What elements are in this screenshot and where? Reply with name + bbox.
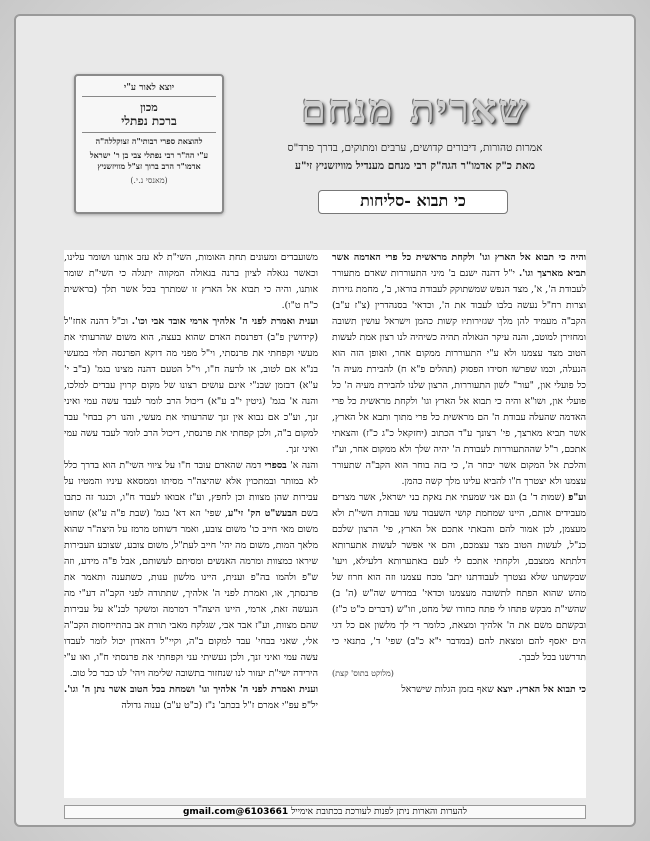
left-column	[64, 250, 318, 798]
paragraph: וענית ואמרת לפני ה' אלהיך וגו' ושמחת בכל הטוב אשר נתן ה' וגו'. יל"פ עפ"י אמרם ז"ל בכתב' נ"ז (כ"ט ע"ב) ענוה גדולה	[64, 684, 318, 711]
paragraph: והיה כי תבוא אל הארץ וגו' ולקחת מראשית כל פרי האדמה אשר תביא מארצך וגו'. י"ל דהנה ישנם ב' מיני התעוררות שאדם מתעורר לעבודת ה', א', מצד הנפש שמשתוקק לעבודת בוראו, ב', מחמת גזירות וצרות רח"ל נעשה בלבו לעבוד את ה', וכדאי' בסנהדרין (צ"ז ע"ב) הקב"ה מעמיד להן מלך שגזירותיו קשות כהמן וישראל עושין תשובה ומחזירן למוטב, והנה עיקר הגאולה תהיה כשיהיה לנו רצון אמת לעשות הטוב מצד עצמנו ולא ע"י התעוררות ממקום אחר, ואופן הזה הוא הנעלה, וכמו שפרשו חסידו הפסוק (תהלים פ"א ח) להבירת מעיה ה' כל פועלי און, "עור" לשון התעוררות, הרצון שלנו להבירת מעיה ה' כל פועלי און, ושו"א והיה כי תבוא אל הארץ וגו' ולקחת מראשית כל פרי האדמה שהעלה עבודת ה' הם מראשית כל פרי מתוך ותבא אל הארץ, אשר תביא מארצך, פי' רצונך ע"ד הכתוב (יחזקאל כ"ג כ"ז) והצאתי אתכם, ר"ל שההתעוררות לעבודת ה' יהיה שלך ולא ממקום אחר, וע"ז והלכת אל המקום אשר יבחר ה', כי בזה בוחר הוא הקב"ה שתעורר עצמנו ולא יצטרך ח"ו להביא עלינו מלך קשה כהמן.	[332, 252, 586, 487]
paragraph: משועבדים ומעונים תחת האומות, השי"ת לא עזב אותנו ושומר עלינו, וכאשר נגאלה לציון ברנה בגאולה המקווה יתגלה כי השי"ת שומר אותנו, והיה כי תבוא אל הארץ זו שמתרך בכל אשר תלך (בראשית כ"ח ט"ו).	[64, 252, 318, 311]
subtitle-author: מאת כ"ק אדמו"ר הגה"ק רבי מנחם מענדיל מוויזשניץ זי"ע	[295, 160, 535, 172]
footer-text: להערות והארות ניתן לפנות לעורכת בכתובת אימייל	[291, 807, 468, 817]
page-title: שארית מנחם	[301, 86, 529, 133]
institute-purpose: להוצאת ספרי רבותי"ה זצוקללה"ה	[95, 136, 203, 146]
contact-email-link[interactable]: 6103661@gmail.com	[182, 807, 289, 817]
paragraph: וענית ואמרת לפני ה' אלהיך ארמי אובד אבי וכו'. וכ"ל דהנה אחז"ל (קידושין פ"ב) דפרנסת האדם שהוא בעצה, הוא משום שהרעותי את מעשי וקפחתי את פרנסתי, וי"ל מפני מה דוקא הפרנסה תלוי במעשי בנ"א אם לטוב, או לרעה ח"ו, וי"ל הטעם דהנה מצינו בגמ' (ב"ב י' ע"א) דבזמן שבנ"י אינם עושים רצונו של מקום קרוין עבדים למלכו, והנה א' בגמ' (גיטין י"ב ע"א) דיכול הרב לומר לעבד עשה עמי ואיני זנך, וע"כ אם נבוא אין זנך שהרעותי את מעשי, והנו רק בבחי' עבד למקום ב"ה, ולכן קפחתי את פרנסתי, דיכול הרב לומר לעבד עשה עמי ואיני זנך.	[64, 316, 318, 455]
footer-bar	[64, 805, 586, 819]
parasha-tag: כי תבוא -סליחות	[318, 190, 508, 214]
source-note: (מלוקט בתוס' קצת)	[332, 669, 394, 678]
subtitle-description: אמרות טהורות, דיבורים קדושים, ערבים ומתוקים, בדרך פרד"ס	[287, 142, 543, 154]
paragraph: והנה א' בספרי דמה שהאדם עובד ח"ו על ציווי השי"ת הוא בדרך כלל לא במותר ובמתכוין אלא שהיצה"ר מסיתו וממסאא עיניו והמטיו על עבירות שהן מצוות וכן לחפץ, וע"ז אבואו לעבוד ח"ו, וכנגד זה כתבו בשם הבעש"ט הק' זי"ע, שפי' הא דא' בגמ' (שבת פ"ה ע"א) שחוט משום מאי חייב כו' משום צובע, ואמר דשוחט מרמז על היצה"ר שהוא מלאך המות, משום מה יהי' חייב לעת"ל, משום צובע, שצובע העבירות שיראו כמצוות ומרמה האנשים ומסיתם לעשותם, אבל פ"ה מידע, וזה ש"פ ולהמו בה"פ וענית, היינו מלשון ענות, כשתענה ותאמר את פרנסתך, או, ואמרת לפני ה' אלהיך, שתתודה לפני הקב"ה דע"י מה הנעשה זאת, ארמי, היינו היצה"ר דמרמה ומשקר לבנ"א על עבירות שהם מצוות, וע"ז אבד אבי, שגלקח מאבי תורת אב בהתייחסות הקב"ה אלי, שאני בבחי' עבד למקום ב"ה, וקיי"ל דהאדון יכול לומר לעבדו עשה עמי ואיני זנך, ולכן נעשיתי עני וקפחתי את פרנסתי ח"ו, ואו ע"י הירידה ישי"ת יעזור לנו שנחזור בתשובה שלימה ויהי' לנו כבר כל טוב.	[64, 460, 318, 679]
paragraph: וע"פ (שמות ד' ב) וגם אני שמעתי את נאקת בני ישראל, אשר מצרים מעבידים אותם, היינו שמחמת קושי השעבוד עשו עבודת השי"ת ולא מעצמן, לכן אמור להם והבאתי אתכם אל הארץ, פי' הרצון שלכם כנ"ל, לעשות הטוב מצד עצמכם, והם אי אפשר לעשות אתערותא דלתתא ממצבם, ולקחתי אתכם לי לעם באתערותא דלעילא, ויעו' שבקשתנו שלא נצטרך לעבודתנו יתב' מכח עצמנו וזה הוא חרוז של מהש שהוא הפתח לתשובה מעצמנו וכדאי' במדרש שה"ש (ה' ב) שהשי"ת מבקש פתחו לי פתח כחודו של מחט, וזו"ש (דברים כ"ט כ"ז) ובקשתם משם את ה' אלהיך ומצאת, כלומר די לך מלשון אם כל דגי הים יאסף להם ומצאת להם (במדבר י"א כ"ב) שפי' ד', בתנאי כי תדרשנו בכל לבבך.	[332, 492, 586, 663]
right-column	[332, 250, 586, 798]
article-body	[64, 250, 586, 798]
institute-head: ע"י הה"ר רבי נפתלי צבי בן ר' ישראל אדמו"ר הרב ברוך זצ"ל מוויזשניץ	[89, 150, 209, 171]
institute-label: מכון	[140, 101, 158, 114]
paragraph: כי תבוא אל הארץ. יוצא שאף בזמן הגלות שישראל	[401, 684, 586, 695]
institute-name: ברכת נפתלי	[82, 114, 216, 133]
publisher-box	[74, 74, 224, 214]
publisher-label: יוצא לאור ע"י	[82, 82, 216, 97]
institute-location: (מאנסי נ.י.)	[130, 176, 168, 185]
